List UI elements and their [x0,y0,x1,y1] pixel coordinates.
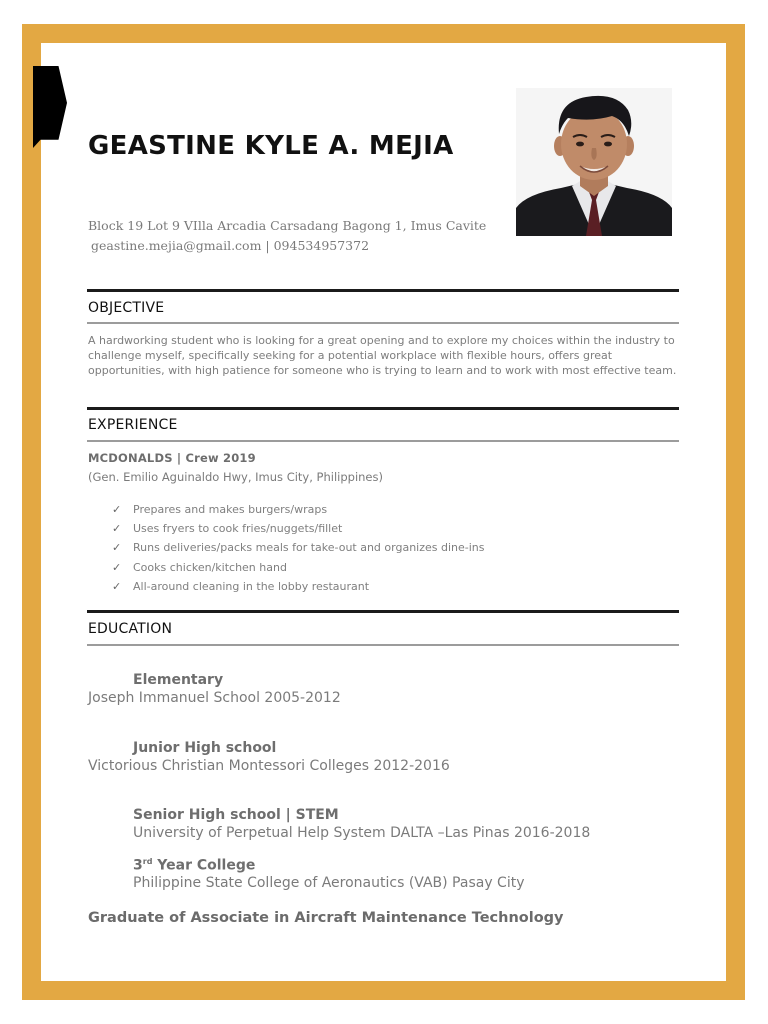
duty-text: Uses fryers to cook fries/nuggets/fillet [133,522,343,536]
duty-text: Prepares and makes burgers/wraps [133,503,328,517]
email-phone-line: geastine.mejia@gmail.com | 094534957372 [91,238,370,253]
edu-school-junior-high: Victorious Christian Montessori Colleges 2012-2016 [88,758,450,774]
college-year-label: Year College [152,857,256,874]
list-item [112,538,485,557]
duty-text: All-around cleaning in the lobby restaurant [133,579,370,593]
duty-text: Runs deliveries/packs meals for take-out and organizes dine-ins [133,541,485,555]
section-rule-thick [87,610,679,613]
college-year-number: 3 [133,857,143,874]
edu-school-elementary: Joseph Immanuel School 2005-2012 [88,690,341,706]
section-rule-thin [87,644,679,646]
graduate-statement: Graduate of Associate in Aircraft Maintenance Technology [88,910,564,926]
check-icon: ✓ [112,503,122,517]
check-icon: ✓ [112,522,122,536]
check-icon: ✓ [112,560,122,574]
section-rule-thin [87,440,679,442]
edu-school-senior-high: University of Perpetual Help System DALTA –Las Pinas 2016-2018 [133,825,591,841]
edu-level-elementary: Elementary [133,672,224,688]
section-rule-thick [87,407,679,410]
list-item [112,558,485,577]
employer-title: MCDONALDS | Crew 2019 [88,451,256,465]
objective-heading: OBJECTIVE [88,300,165,316]
college-year-suffix: rd [142,857,153,866]
list-item [112,577,485,596]
check-icon: ✓ [112,541,122,555]
list-item [112,519,485,538]
education-heading: EDUCATION [88,621,173,637]
edu-level-senior-high: Senior High school | STEM [133,807,339,823]
list-item [112,500,485,519]
edu-level-junior-high: Junior High school [133,740,277,756]
experience-heading: EXPERIENCE [88,417,178,433]
duties-list [112,500,485,596]
employer-location: (Gen. Emilio Aguinaldo Hwy, Imus City, Philippines) [88,470,383,484]
duty-text: Cooks chicken/kitchen hand [133,560,287,574]
applicant-name: GEASTINE KYLE A. MEJIA [88,131,454,161]
section-rule-thick [87,289,679,292]
edu-level-college [133,857,255,874]
address-line: Block 19 Lot 9 VIlla Arcadia Carsadang Bagong 1, Imus Cavite [88,218,487,233]
edu-school-college: Philippine State College of Aeronautics (VAB) Pasay City [133,875,525,891]
check-icon: ✓ [112,579,122,593]
profile-photo [516,88,672,236]
section-rule-thin [87,322,679,324]
objective-text: A hardworking student who is looking for a great opening and to explore my choices within the industry to challenge myself, specifically seeking for a potential workplace with flexible hours, offers great opportunities, with high patience for someone who is trying to learn and to work with most effective team. [88,334,677,377]
portrait-image [516,88,672,236]
